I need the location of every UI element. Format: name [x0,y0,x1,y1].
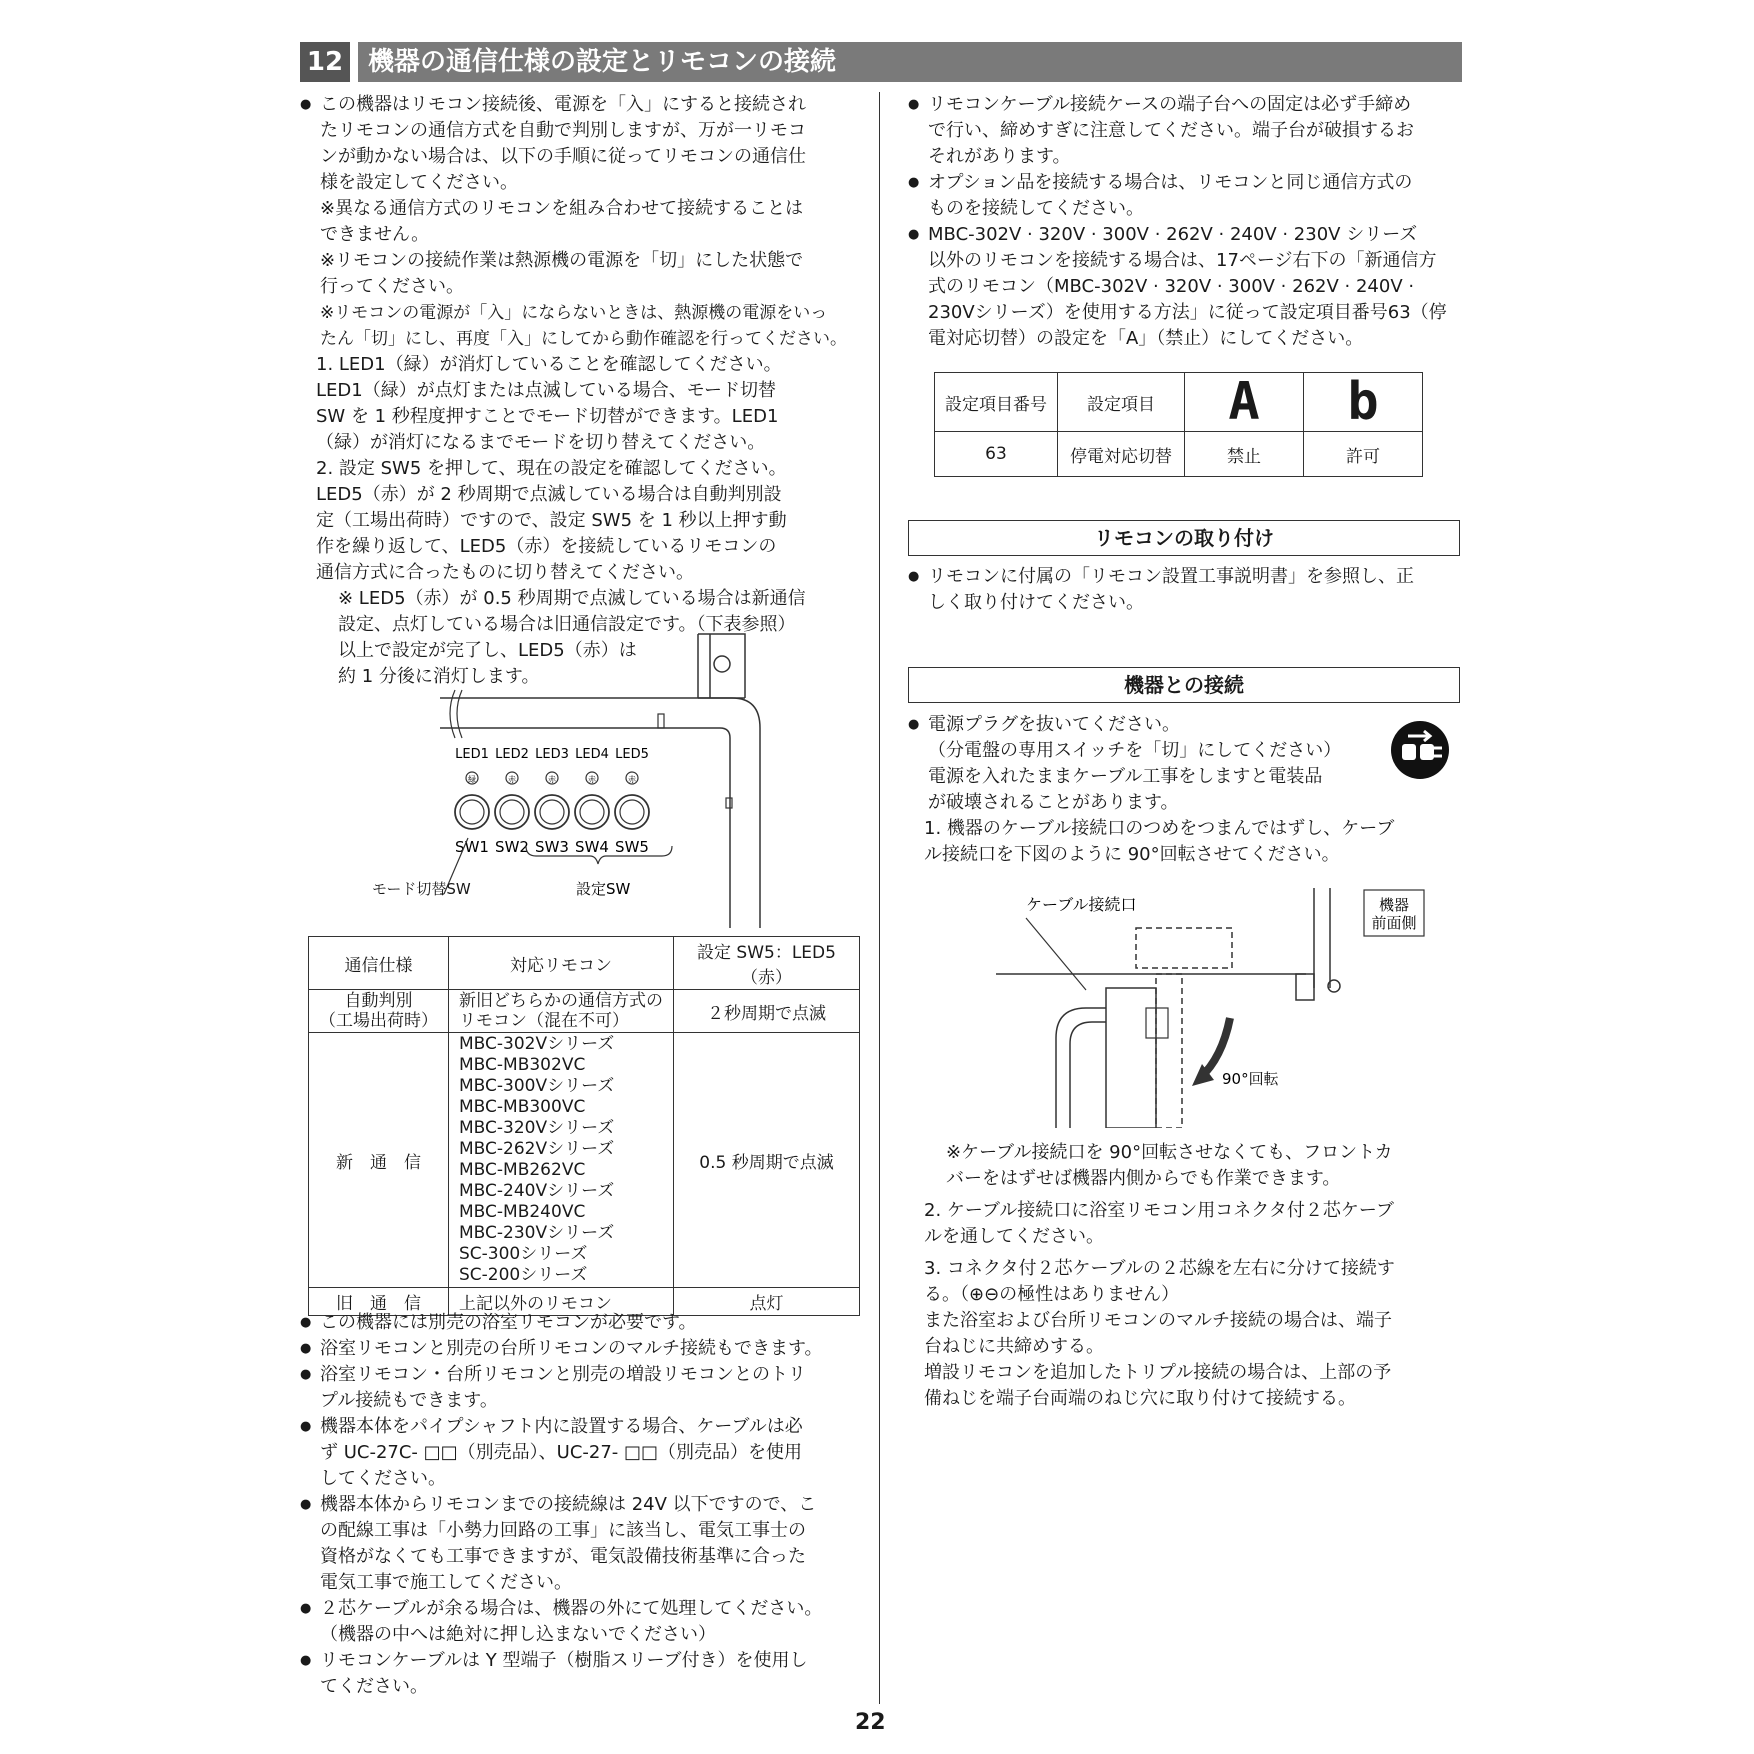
led-label: LED5 [615,747,649,762]
svg-text:前面側: 前面側 [1371,914,1417,932]
svg-text:ケーブル接続口: ケーブル接続口 [1026,895,1137,914]
segment-a-display: A [1185,373,1304,432]
bullet-item: ● 機器本体をパイプシャフト内に設置する場合、ケーブルは必 ず UC-27C- □□（別売品）、UC-27- □□（別売品）を使用 してください。 [300,1414,860,1492]
switch-label: SW1 [455,838,489,856]
bullet-item: ● 浴室リモコン・台所リモコンと別売の増設リモコンとのトリ プル接続もできます。 [300,1362,860,1414]
remote-install-text: ● リモコンに付属の「リモコン設置工事説明書」を参照し、正 しく取り付けてください。 [908,564,1462,616]
led-switch-diagram [440,628,770,928]
communication-table [308,936,860,1316]
setting-complete: 以上で設定が完了し、LED5（赤）は 約 1 分後に消灯します。 [338,640,637,687]
led-row [455,747,649,856]
remote-model: MBC-230Vシリーズ [459,1223,615,1243]
led-color: 緑 [468,775,476,784]
col-header-remote: 対応リモコン [449,937,674,990]
led-color: 赤 [628,775,636,784]
led-label: LED1 [455,747,489,762]
remote-model: MBC-302Vシリーズ [459,1034,615,1054]
mode-switch-label: モード切替SW [372,880,471,898]
connection-step-1: 1. 機器のケーブル接続口のつめをつまんではずし、ケーブ ル接続口を下図のように 90°回転させてください。 [924,818,1395,865]
left-bullets [300,1310,860,1700]
remote-model: MBC-MB240VC [459,1202,586,1222]
switch-label: SW3 [535,838,569,856]
page-number: 22 [855,1710,886,1735]
segment-b-display: b [1304,373,1423,432]
step-1: 1. LED1（緑）が消灯していることを確認してください。 LED1（緑）が点灯または点滅している場合、モード切替 SW を 1 秒程度押すことでモード切替ができます。LED1 （緑）が消灯になるまでモードを切り替えてください。 [316,354,782,453]
bullet-item: ● 機器本体からリモコンまでの接続線は 24V 以下ですので、こ の配線工事は「小勢力回路の工事」に該当し、電気工事士の 資格がなくても工事できますが、電気設備技術基準に合った 電気工事で施工してください。 [300,1492,860,1596]
remote-model: MBC-320Vシリーズ [459,1118,615,1138]
led-label: LED3 [535,747,569,762]
set-sw-label: 設定SW [576,880,631,898]
connection-title: 機器との接続 [908,667,1460,703]
bullet-item: ● 浴室リモコンと別売の台所リモコンのマルチ接続もできます。 [300,1336,860,1362]
remote-model: MBC-MB302VC [459,1055,586,1075]
setting-table: 設定項目番号 設定項目 A b 63 停電対応切替 禁止 許可 [934,372,1423,477]
switch-label: SW2 [495,838,529,856]
right-column [908,92,1462,352]
note-combination: ※異なる通信方式のリモコンを組み合わせて接続することは できません。 [320,198,804,245]
led-label: LED2 [495,747,529,762]
left-column [300,92,860,690]
connection-section [908,712,1462,868]
table-row: 旧 通 信 上記以外のリモコン 点灯 [309,1288,860,1316]
section-title: 機器の通信仕様の設定とリモコンの接続 [368,47,837,77]
note-power-on: ※リモコンの電源が「入」にならないときは、熱源機の電源をいっ たん「切」にし、再度「入」にしてから動作確認を行ってください。 [320,303,847,349]
connection-steps [908,1140,1462,1412]
led-color: 赤 [508,775,516,784]
remote-model: MBC-MB300VC [459,1097,586,1117]
bullet-item: ● この機器には別売の浴室リモコンが必要です。 [300,1310,860,1336]
svg-text:90°回転: 90°回転 [1222,1070,1279,1088]
remote-model: MBC-300Vシリーズ [459,1076,615,1096]
col-header-led: 設定 SW5：LED5（赤） [674,937,860,990]
note-led5: ※ LED5（赤）が 0.5 秒周期で点滅している場合は新通信 設定、点灯している場合は旧通信設定です。（下表参照） [338,588,806,635]
connection-step-2: 2. ケーブル接続口に浴室リモコン用コネクタ付２芯ケーブ ルを通してください。 [924,1200,1395,1247]
remote-model: MBC-262Vシリーズ [459,1139,615,1159]
svg-text:機器: 機器 [1378,896,1410,914]
led-color: 赤 [548,775,556,784]
note-power-off: ※リモコンの接続作業は熱源機の電源を「切」にした状態で 行ってください。 [320,250,804,297]
intro-paragraph: ● この機器はリモコン接続後、電源を「入」にすると接続され たリモコンの通信方式を自動で判別しますが、万が一リモコ ンが動かない場合は、以下の手順に従ってリモコンの通信仕 様を設定してください。 [300,92,860,196]
led-label: LED4 [575,747,609,762]
table-row: 新 通 信 MBC-302Vシリーズ MBC-MB302VC MBC-300Vシリーズ MBC-MB300VC MBC-320Vシリーズ MBC-262Vシリーズ MBC-MB262VC MBC-240Vシリーズ MBC-MB240VC MBC-230Vシリーズ SC-300シリーズ SC-200シリーズ 0.5 秒周期で点滅 [309,1033,860,1288]
unplug-bullet: ● 電源プラグを抜いてください。 （分電盤の専用スイッチを「切」にしてください） 電源を入れたままケーブル工事をしますと電装品 が破壊されることがあります。 [908,712,1462,816]
remote-model: SC-300シリーズ [459,1244,588,1264]
rotate-note: ※ケーブル接続口を 90°回転させなくても、フロントカ バーをはずせば機器内側からでも作業できます。 [946,1142,1393,1189]
section-header [300,42,1462,82]
switch-label: SW4 [575,838,609,856]
bullet-item: ● ２芯ケーブルが余る場合は、機器の外にて処理してください。 （機器の中へは絶対に押し込まないでください） [300,1596,860,1648]
remote-install-title: リモコンの取り付け [908,520,1460,556]
step-2: 2. 設定 SW5 を押して、現在の設定を確認してください。 LED5（赤）が 2 秒周期で点滅している場合は自動判別設 定（工場出荷時）ですので、設定 SW5 を 1 秒以上押す動 作を繰り返して、LED5（赤）を接続しているリモコンの 通信方式に合ったものに切り替えてください。 [316,458,787,583]
bullet-item: ● リモコンケーブルは Y 型端子（樹脂スリーブ付き）を使用し てください。 [300,1648,860,1700]
remote-model: MBC-240Vシリーズ [459,1181,615,1201]
unplug-icon [1390,720,1450,780]
column-divider [879,92,880,1704]
connection-step-3: 3. コネクタ付２芯ケーブルの２芯線を左右に分けて接続す る。（⊕⊖の極性はありません） また浴室および台所リモコンのマルチ接続の場合は、端子 台ねじに共締めする。 増設リモコンを追加したトリプル接続の場合は、上部の予 備ねじを端子台両端のねじ穴に取り付けて接続する。 [924,1258,1395,1409]
remote-model: SC-200シリーズ [459,1265,588,1285]
cable-port-diagram [996,888,1436,1128]
section-number: 12 [300,42,350,82]
table-row: 自動判別 （工場出荷時） 新旧どちらかの通信方式の リモコン（混在不可） ２秒周期で点滅 [309,990,860,1033]
switch-label: SW5 [615,838,649,856]
bullet-options: ● オプション品を接続する場合は、リモコンと同じ通信方式の ものを接続してください。 [908,170,1462,222]
led-color: 赤 [588,775,596,784]
bullet-terminal: ● リモコンケーブル接続ケースの端子台への固定は必ず手締め で行い、締めすぎに注意してください。端子台が破損するお それがあります。 [908,92,1462,170]
col-header-spec: 通信仕様 [309,937,449,990]
bullet-other-remotes: ● MBC-302V · 320V · 300V · 262V · 240V · 230V シリーズ 以外のリモコンを接続する場合は、17ページ右下の「新通信方 式のリモコン（MBC-302V · 320V · 300V · 262V · 240V · 230Vシリーズ）を使用する方法」に従って設定項目番号63（停 電対応切替）の設定を「A」（禁止）にしてください。 [908,222,1462,352]
remote-model: MBC-MB262VC [459,1160,586,1180]
